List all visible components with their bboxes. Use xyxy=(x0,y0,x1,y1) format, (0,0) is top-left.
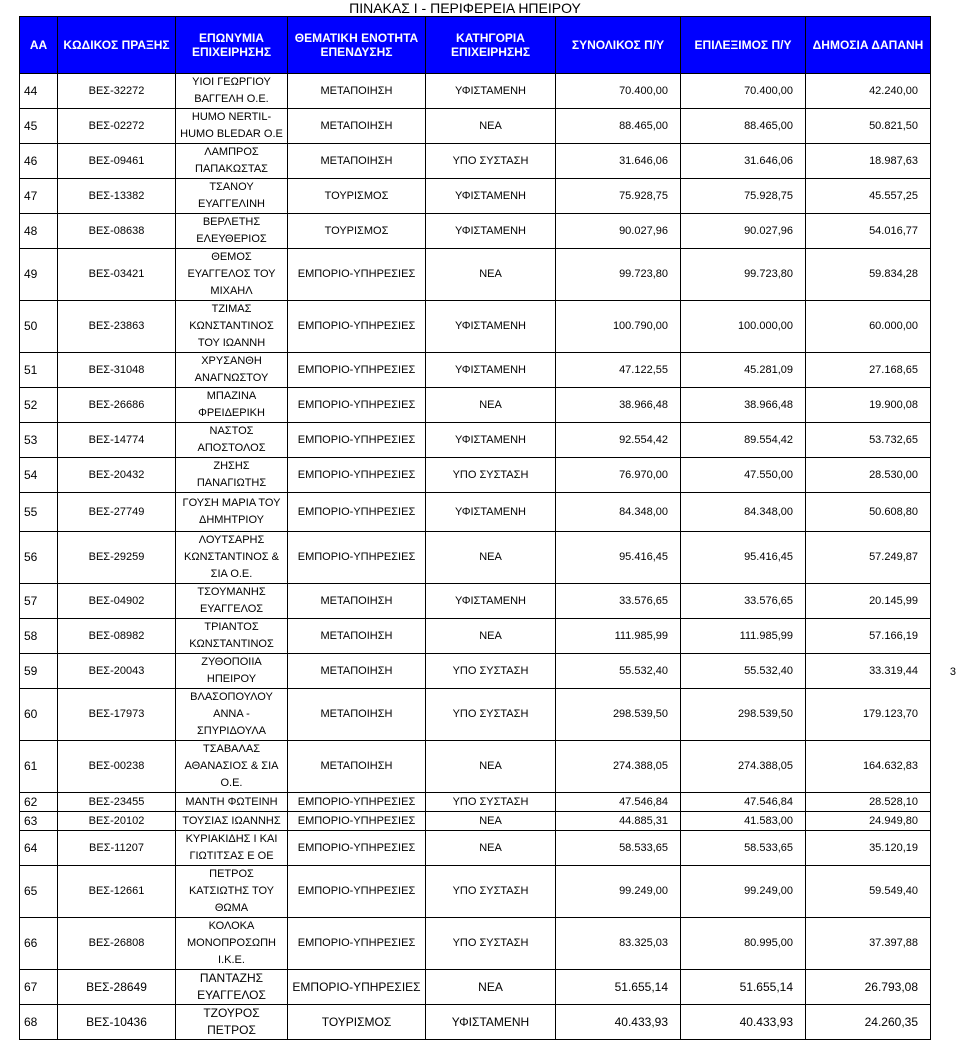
cell-eligible: 88.465,00 xyxy=(681,109,806,144)
cell-public: 59.549,40 xyxy=(806,866,931,918)
cell-total: 38.966,48 xyxy=(556,388,681,423)
header-code: ΚΩΔΙΚΟΣ ΠΡΑΞΗΣ xyxy=(58,17,176,74)
cell-aa: 48 xyxy=(20,214,58,249)
cell-category: ΝΕΑ xyxy=(426,970,556,1005)
cell-category: ΝΕΑ xyxy=(426,532,556,584)
cell-code: ΒΕΣ-12661 xyxy=(58,866,176,918)
table-row xyxy=(20,812,931,831)
table-row xyxy=(20,458,931,493)
cell-aa: 68 xyxy=(20,1005,58,1040)
cell-eligible: 80.995,00 xyxy=(681,918,806,970)
cell-public: 28.530,00 xyxy=(806,458,931,493)
cell-theme: ΜΕΤΑΠΟΙΗΣΗ xyxy=(288,654,426,689)
cell-category: ΥΠΟ ΣΥΣΤΑΣΗ xyxy=(426,918,556,970)
cell-name: ΠΑΝΤΑΖΗΣ ΕΥΑΓΓΕΛΟΣ xyxy=(176,970,288,1005)
cell-total: 44.885,31 xyxy=(556,812,681,831)
cell-public: 27.168,65 xyxy=(806,353,931,388)
cell-name: ΤΟΥΣΙΑΣ ΙΩΑΝΝΗΣ xyxy=(176,812,288,831)
cell-theme: ΕΜΠΟΡΙΟ-ΥΠΗΡΕΣΙΕΣ xyxy=(288,249,426,301)
cell-code: ΒΕΣ-26808 xyxy=(58,918,176,970)
cell-name: ΓΟΥΣΗ ΜΑΡΙΑ ΤΟΥ ΔΗΜΗΤΡΙΟΥ xyxy=(176,493,288,532)
cell-name: ΜΠΑΖΙΝΑ ΦΡΕΙΔΕΡΙΚΗ xyxy=(176,388,288,423)
page-number: 3 xyxy=(949,666,956,678)
cell-code: ΒΕΣ-03421 xyxy=(58,249,176,301)
cell-eligible: 47.546,84 xyxy=(681,793,806,812)
cell-code: ΒΕΣ-20102 xyxy=(58,812,176,831)
cell-public: 18.987,63 xyxy=(806,144,931,179)
table-row xyxy=(20,74,931,109)
cell-eligible: 33.576,65 xyxy=(681,584,806,619)
cell-total: 40.433,93 xyxy=(556,1005,681,1040)
cell-theme: ΕΜΠΟΡΙΟ-ΥΠΗΡΕΣΙΕΣ xyxy=(288,423,426,458)
cell-code: ΒΕΣ-02272 xyxy=(58,109,176,144)
cell-total: 92.554,42 xyxy=(556,423,681,458)
cell-total: 70.400,00 xyxy=(556,74,681,109)
cell-total: 274.388,05 xyxy=(556,741,681,793)
cell-total: 58.533,65 xyxy=(556,831,681,866)
cell-eligible: 75.928,75 xyxy=(681,179,806,214)
cell-code: ΒΕΣ-27749 xyxy=(58,493,176,532)
cell-category: ΥΦΙΣΤΑΜΕΝΗ xyxy=(426,493,556,532)
cell-name: ΤΣΑΝΟΥ ΕΥΑΓΓΕΛΙΝΗ xyxy=(176,179,288,214)
cell-public: 24.949,80 xyxy=(806,812,931,831)
cell-public: 164.632,83 xyxy=(806,741,931,793)
cell-theme: ΕΜΠΟΡΙΟ-ΥΠΗΡΕΣΙΕΣ xyxy=(288,918,426,970)
cell-total: 99.723,80 xyxy=(556,249,681,301)
cell-total: 111.985,99 xyxy=(556,619,681,654)
cell-name: ΤΣΟΥΜΑΝΗΣ ΕΥΑΓΓΕΛΟΣ xyxy=(176,584,288,619)
cell-eligible: 51.655,14 xyxy=(681,970,806,1005)
cell-category: ΥΦΙΣΤΑΜΕΝΗ xyxy=(426,353,556,388)
cell-theme: ΜΕΤΑΠΟΙΗΣΗ xyxy=(288,689,426,741)
cell-eligible: 70.400,00 xyxy=(681,74,806,109)
cell-name: ΜΑΝΤΗ ΦΩΤΕΙΝΗ xyxy=(176,793,288,812)
cell-theme: ΤΟΥΡΙΣΜΟΣ xyxy=(288,179,426,214)
cell-aa: 55 xyxy=(20,493,58,532)
cell-name: ΛΟΥΤΣΑΡΗΣ ΚΩΝΣΤΑΝΤΙΝΟΣ & ΣΙΑ Ο.Ε. xyxy=(176,532,288,584)
cell-public: 57.249,87 xyxy=(806,532,931,584)
page-title: ΠΙΝΑΚΑΣ Ι - ΠΕΡΙΦΕΡΕΙΑ ΗΠΕΙΡΟΥ xyxy=(349,0,581,16)
cell-total: 99.249,00 xyxy=(556,866,681,918)
header-theme: ΘΕΜΑΤΙΚΗ ΕΝΟΤΗΤΑ ΕΠΕΝΔΥΣΗΣ xyxy=(288,17,426,74)
cell-public: 33.319,44 xyxy=(806,654,931,689)
cell-aa: 63 xyxy=(20,812,58,831)
cell-eligible: 89.554,42 xyxy=(681,423,806,458)
cell-eligible: 41.583,00 xyxy=(681,812,806,831)
cell-code: ΒΕΣ-13382 xyxy=(58,179,176,214)
cell-category: ΥΠΟ ΣΥΣΤΑΣΗ xyxy=(426,866,556,918)
table-row xyxy=(20,1005,931,1040)
table-row xyxy=(20,970,931,1005)
cell-public: 57.166,19 xyxy=(806,619,931,654)
cell-code: ΒΕΣ-29259 xyxy=(58,532,176,584)
cell-aa: 61 xyxy=(20,741,58,793)
projects-table xyxy=(19,16,931,1040)
cell-public: 50.608,80 xyxy=(806,493,931,532)
cell-public: 179.123,70 xyxy=(806,689,931,741)
cell-category: ΥΠΟ ΣΥΣΤΑΣΗ xyxy=(426,144,556,179)
cell-aa: 66 xyxy=(20,918,58,970)
cell-theme: ΕΜΠΟΡΙΟ-ΥΠΗΡΕΣΙΕΣ xyxy=(288,388,426,423)
cell-eligible: 90.027,96 xyxy=(681,214,806,249)
cell-eligible: 31.646,06 xyxy=(681,144,806,179)
cell-aa: 47 xyxy=(20,179,58,214)
cell-aa: 65 xyxy=(20,866,58,918)
cell-public: 28.528,10 xyxy=(806,793,931,812)
cell-category: ΝΕΑ xyxy=(426,388,556,423)
table-row xyxy=(20,619,931,654)
cell-total: 47.546,84 xyxy=(556,793,681,812)
cell-total: 298.539,50 xyxy=(556,689,681,741)
cell-aa: 62 xyxy=(20,793,58,812)
cell-theme: ΕΜΠΟΡΙΟ-ΥΠΗΡΕΣΙΕΣ xyxy=(288,812,426,831)
cell-name: HUMO NERTIL-HUMO BLEDAR Ο.Ε xyxy=(176,109,288,144)
cell-theme: ΜΕΤΑΠΟΙΗΣΗ xyxy=(288,74,426,109)
cell-public: 59.834,28 xyxy=(806,249,931,301)
cell-name: ΖΗΣΗΣ ΠΑΝΑΓΙΩΤΗΣ xyxy=(176,458,288,493)
cell-aa: 54 xyxy=(20,458,58,493)
cell-category: ΥΦΙΣΤΑΜΕΝΗ xyxy=(426,214,556,249)
table-row xyxy=(20,689,931,741)
cell-total: 76.970,00 xyxy=(556,458,681,493)
cell-public: 19.900,08 xyxy=(806,388,931,423)
cell-name: ΝΑΣΤΟΣ ΑΠΟΣΤΟΛΟΣ xyxy=(176,423,288,458)
table-row xyxy=(20,109,931,144)
table-row xyxy=(20,179,931,214)
cell-total: 55.532,40 xyxy=(556,654,681,689)
cell-public: 35.120,19 xyxy=(806,831,931,866)
cell-eligible: 55.532,40 xyxy=(681,654,806,689)
cell-total: 31.646,06 xyxy=(556,144,681,179)
cell-eligible: 40.433,93 xyxy=(681,1005,806,1040)
cell-aa: 44 xyxy=(20,74,58,109)
cell-aa: 46 xyxy=(20,144,58,179)
cell-aa: 59 xyxy=(20,654,58,689)
cell-code: ΒΕΣ-17973 xyxy=(58,689,176,741)
header-row xyxy=(20,17,931,74)
cell-category: ΥΦΙΣΤΑΜΕΝΗ xyxy=(426,74,556,109)
cell-eligible: 47.550,00 xyxy=(681,458,806,493)
cell-public: 42.240,00 xyxy=(806,74,931,109)
cell-eligible: 95.416,45 xyxy=(681,532,806,584)
cell-theme: ΕΜΠΟΡΙΟ-ΥΠΗΡΕΣΙΕΣ xyxy=(288,793,426,812)
cell-code: ΒΕΣ-10436 xyxy=(58,1005,176,1040)
cell-category: ΥΦΙΣΤΑΜΕΝΗ xyxy=(426,1005,556,1040)
cell-category: ΥΠΟ ΣΥΣΤΑΣΗ xyxy=(426,458,556,493)
cell-code: ΒΕΣ-23863 xyxy=(58,301,176,353)
cell-public: 45.557,25 xyxy=(806,179,931,214)
cell-category: ΝΕΑ xyxy=(426,741,556,793)
cell-theme: ΕΜΠΟΡΙΟ-ΥΠΗΡΕΣΙΕΣ xyxy=(288,353,426,388)
table-row xyxy=(20,144,931,179)
cell-theme: ΕΜΠΟΡΙΟ-ΥΠΗΡΕΣΙΕΣ xyxy=(288,831,426,866)
cell-total: 83.325,03 xyxy=(556,918,681,970)
cell-category: ΝΕΑ xyxy=(426,249,556,301)
cell-total: 47.122,55 xyxy=(556,353,681,388)
cell-code: ΒΕΣ-23455 xyxy=(58,793,176,812)
cell-theme: ΜΕΤΑΠΟΙΗΣΗ xyxy=(288,109,426,144)
cell-theme: ΕΜΠΟΡΙΟ-ΥΠΗΡΕΣΙΕΣ xyxy=(288,301,426,353)
cell-aa: 60 xyxy=(20,689,58,741)
cell-name: ΒΛΑΣΟΠΟΥΛΟΥ ΑΝΝΑ - ΣΠΥΡΙΔΟΥΛΑ xyxy=(176,689,288,741)
table-row xyxy=(20,532,931,584)
table-row xyxy=(20,831,931,866)
header-aa: ΑΑ xyxy=(20,17,58,74)
cell-code: ΒΕΣ-20432 xyxy=(58,458,176,493)
cell-public: 53.732,65 xyxy=(806,423,931,458)
table-row xyxy=(20,423,931,458)
cell-aa: 51 xyxy=(20,353,58,388)
table-row xyxy=(20,654,931,689)
cell-code: ΒΕΣ-32272 xyxy=(58,74,176,109)
cell-public: 50.821,50 xyxy=(806,109,931,144)
cell-aa: 58 xyxy=(20,619,58,654)
cell-name: ΤΖΙΜΑΣ ΚΩΝΣΤΑΝΤΙΝΟΣ ΤΟΥ ΙΩΑΝΝΗ xyxy=(176,301,288,353)
cell-code: ΒΕΣ-11207 xyxy=(58,831,176,866)
table-row xyxy=(20,584,931,619)
cell-total: 75.928,75 xyxy=(556,179,681,214)
cell-category: ΥΠΟ ΣΥΣΤΑΣΗ xyxy=(426,793,556,812)
header-name: ΕΠΩΝΥΜΙΑ ΕΠΙΧΕΙΡΗΣΗΣ xyxy=(176,17,288,74)
cell-theme: ΜΕΤΑΠΟΙΗΣΗ xyxy=(288,144,426,179)
cell-name: ΤΡΙΑΝΤΟΣ ΚΩΝΣΤΑΝΤΙΝΟΣ xyxy=(176,619,288,654)
cell-eligible: 100.000,00 xyxy=(681,301,806,353)
cell-category: ΝΕΑ xyxy=(426,812,556,831)
cell-name: ΚΟΛΟΚΑ ΜΟΝΟΠΡΟΣΩΠΗ Ι.Κ.Ε. xyxy=(176,918,288,970)
cell-category: ΝΕΑ xyxy=(426,831,556,866)
header-eligible: ΕΠΙΛΕΞΙΜΟΣ Π/Υ xyxy=(681,17,806,74)
cell-aa: 56 xyxy=(20,532,58,584)
cell-public: 37.397,88 xyxy=(806,918,931,970)
cell-theme: ΜΕΤΑΠΟΙΗΣΗ xyxy=(288,584,426,619)
cell-code: ΒΕΣ-00238 xyxy=(58,741,176,793)
cell-aa: 64 xyxy=(20,831,58,866)
cell-total: 84.348,00 xyxy=(556,493,681,532)
cell-eligible: 99.249,00 xyxy=(681,866,806,918)
cell-public: 26.793,08 xyxy=(806,970,931,1005)
table-row xyxy=(20,918,931,970)
cell-aa: 67 xyxy=(20,970,58,1005)
cell-aa: 45 xyxy=(20,109,58,144)
cell-public: 60.000,00 xyxy=(806,301,931,353)
cell-eligible: 58.533,65 xyxy=(681,831,806,866)
cell-eligible: 298.539,50 xyxy=(681,689,806,741)
cell-theme: ΜΕΤΑΠΟΙΗΣΗ xyxy=(288,741,426,793)
header-public: ΔΗΜΟΣΙΑ ΔΑΠΑΝΗ xyxy=(806,17,931,74)
cell-eligible: 45.281,09 xyxy=(681,353,806,388)
cell-category: ΥΠΟ ΣΥΣΤΑΣΗ xyxy=(426,654,556,689)
cell-theme: ΤΟΥΡΙΣΜΟΣ xyxy=(288,1005,426,1040)
cell-code: ΒΕΣ-09461 xyxy=(58,144,176,179)
cell-theme: ΕΜΠΟΡΙΟ-ΥΠΗΡΕΣΙΕΣ xyxy=(288,970,426,1005)
table-row xyxy=(20,249,931,301)
cell-total: 90.027,96 xyxy=(556,214,681,249)
cell-public: 54.016,77 xyxy=(806,214,931,249)
table-row xyxy=(20,388,931,423)
cell-eligible: 38.966,48 xyxy=(681,388,806,423)
cell-code: ΒΕΣ-14774 xyxy=(58,423,176,458)
cell-name: ΧΡΥΣΑΝΘΗ ΑΝΑΓΝΩΣΤΟΥ xyxy=(176,353,288,388)
table-row xyxy=(20,214,931,249)
cell-total: 95.416,45 xyxy=(556,532,681,584)
cell-name: ΥΙΟΙ ΓΕΩΡΓΙΟΥ ΒΑΓΓΕΛΗ Ο.Ε. xyxy=(176,74,288,109)
cell-public: 20.145,99 xyxy=(806,584,931,619)
cell-code: ΒΕΣ-20043 xyxy=(58,654,176,689)
cell-eligible: 99.723,80 xyxy=(681,249,806,301)
cell-code: ΒΕΣ-28649 xyxy=(58,970,176,1005)
cell-code: ΒΕΣ-04902 xyxy=(58,584,176,619)
cell-category: ΥΦΙΣΤΑΜΕΝΗ xyxy=(426,584,556,619)
cell-theme: ΜΕΤΑΠΟΙΗΣΗ xyxy=(288,619,426,654)
cell-name: ΠΕΤΡΟΣ ΚΑΤΣΙΩΤΗΣ ΤΟΥ ΘΩΜΑ xyxy=(176,866,288,918)
cell-code: ΒΕΣ-26686 xyxy=(58,388,176,423)
cell-category: ΝΕΑ xyxy=(426,619,556,654)
table-row xyxy=(20,493,931,532)
table-row xyxy=(20,301,931,353)
cell-category: ΝΕΑ xyxy=(426,109,556,144)
cell-name: ΘΕΜΟΣ ΕΥΑΓΓΕΛΟΣ ΤΟΥ ΜΙΧΑΗΛ xyxy=(176,249,288,301)
cell-theme: ΕΜΠΟΡΙΟ-ΥΠΗΡΕΣΙΕΣ xyxy=(288,866,426,918)
header-category: ΚΑΤΗΓΟΡΙΑ ΕΠΙΧΕΙΡΗΣΗΣ xyxy=(426,17,556,74)
cell-theme: ΕΜΠΟΡΙΟ-ΥΠΗΡΕΣΙΕΣ xyxy=(288,493,426,532)
cell-total: 100.790,00 xyxy=(556,301,681,353)
cell-eligible: 111.985,99 xyxy=(681,619,806,654)
cell-total: 51.655,14 xyxy=(556,970,681,1005)
cell-category: ΥΦΙΣΤΑΜΕΝΗ xyxy=(426,301,556,353)
cell-name: ΒΕΡΛΕΤΗΣ ΕΛΕΥΘΕΡΙΟΣ xyxy=(176,214,288,249)
cell-aa: 57 xyxy=(20,584,58,619)
table-row xyxy=(20,866,931,918)
cell-total: 88.465,00 xyxy=(556,109,681,144)
table-row xyxy=(20,741,931,793)
cell-name: ΤΣΑΒΑΛΑΣ ΑΘΑΝΑΣΙΟΣ & ΣΙΑ Ο.Ε. xyxy=(176,741,288,793)
cell-theme: ΕΜΠΟΡΙΟ-ΥΠΗΡΕΣΙΕΣ xyxy=(288,458,426,493)
cell-category: ΥΦΙΣΤΑΜΕΝΗ xyxy=(426,423,556,458)
cell-eligible: 274.388,05 xyxy=(681,741,806,793)
cell-name: ΤΖΟΥΡΟΣ ΠΕΤΡΟΣ xyxy=(176,1005,288,1040)
cell-category: ΥΠΟ ΣΥΣΤΑΣΗ xyxy=(426,689,556,741)
cell-aa: 50 xyxy=(20,301,58,353)
cell-theme: ΤΟΥΡΙΣΜΟΣ xyxy=(288,214,426,249)
cell-code: ΒΕΣ-31048 xyxy=(58,353,176,388)
cell-public: 24.260,35 xyxy=(806,1005,931,1040)
table-row xyxy=(20,353,931,388)
header-total: ΣΥΝΟΛΙΚΟΣ Π/Υ xyxy=(556,17,681,74)
cell-name: ΖΥΘΟΠΟΙΙΑ ΗΠΕΙΡΟΥ xyxy=(176,654,288,689)
cell-category: ΥΦΙΣΤΑΜΕΝΗ xyxy=(426,179,556,214)
cell-name: ΛΑΜΠΡΟΣ ΠΑΠΑΚΩΣΤΑΣ xyxy=(176,144,288,179)
cell-total: 33.576,65 xyxy=(556,584,681,619)
cell-aa: 53 xyxy=(20,423,58,458)
cell-eligible: 84.348,00 xyxy=(681,493,806,532)
cell-aa: 49 xyxy=(20,249,58,301)
cell-code: ΒΕΣ-08982 xyxy=(58,619,176,654)
cell-code: ΒΕΣ-08638 xyxy=(58,214,176,249)
table-row xyxy=(20,793,931,812)
cell-aa: 52 xyxy=(20,388,58,423)
cell-theme: ΕΜΠΟΡΙΟ-ΥΠΗΡΕΣΙΕΣ xyxy=(288,532,426,584)
cell-name: ΚΥΡΙΑΚΙΔΗΣ Ι ΚΑΙ ΓΙΩΤΙΤΣΑΣ Ε ΟΕ xyxy=(176,831,288,866)
